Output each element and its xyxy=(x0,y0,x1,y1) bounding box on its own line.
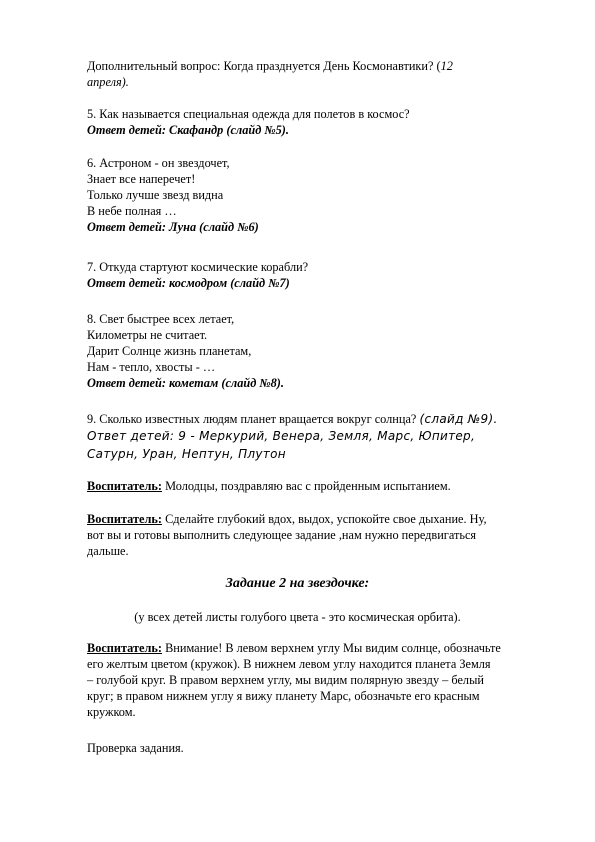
question-9 xyxy=(87,411,527,462)
question-9-slide: (слайд №9). xyxy=(419,412,498,426)
question-7 xyxy=(87,259,527,291)
question-9-answer-line-2: Сатурн, Уран, Нептун, Плутон xyxy=(87,447,286,461)
task-2-heading: Задание 2 на звездочке: xyxy=(225,576,370,591)
question-8 xyxy=(87,311,527,391)
teacher-remark-3-line-4: круг; в правом нижнем углу я вижу планету Марс, обозначьте его красным xyxy=(87,689,480,703)
question-6-line-2: Знает все наперечет! xyxy=(87,172,196,186)
teacher-remark-2-line-2: вот вы и готовы выполнить следующее задание ,нам нужно передвигаться xyxy=(87,528,477,542)
question-6-line-4: В небе полная … xyxy=(87,204,177,218)
teacher-remark-3-line-3: – голубой круг. В правом верхнем углу, мы видим полярную звезду – белый xyxy=(87,673,484,687)
question-9-text: 9. Сколько известных людям планет вращается вокруг солнца? xyxy=(87,412,417,426)
question-6 xyxy=(87,155,527,235)
question-7-answer: Ответ детей: космодром (слайд №7) xyxy=(87,276,290,290)
task-check: Проверка задания. xyxy=(87,741,184,755)
teacher-remark-3-line-2: его желтым цветом (кружок). В нижнем левом углу находится планета Земля xyxy=(87,657,491,671)
question-5-answer: Ответ детей: Скафандр (слайд №5). xyxy=(87,123,289,137)
question-6-line-1: 6. Астроном - он звездочет, xyxy=(87,156,230,170)
question-8-line-1: 8. Свет быстрее всех летает, xyxy=(87,312,235,326)
extra-question xyxy=(87,58,527,90)
teacher-remark-3-line-1: Внимание! В левом верхнем углу Мы видим солнце, обозначьте xyxy=(162,641,501,655)
question-6-answer: Ответ детей: Луна (слайд №6) xyxy=(87,220,259,234)
question-6-line-3: Только лучше звезд видна xyxy=(87,188,224,202)
teacher-remark-3-line-5: кружком. xyxy=(87,705,136,719)
teacher-label-1: Воспитатель: xyxy=(87,479,162,493)
extra-question-answer-1: 12 xyxy=(440,59,453,73)
teacher-remark-1 xyxy=(87,478,527,494)
question-7-text: 7. Откуда стартуют космические корабли? xyxy=(87,260,309,274)
teacher-label-2: Воспитатель: xyxy=(87,512,162,526)
question-9-answer-line-1: Ответ детей: 9 - Меркурий, Венера, Земля, Марс, Юпитер, xyxy=(87,429,476,443)
question-8-answer: Ответ детей: кометам (слайд №8). xyxy=(87,376,284,390)
question-5-text: 5. Как называется специальная одежда для полетов в космос? xyxy=(87,107,410,121)
task-2-note: (у всех детей листы голубого цвета - это космическая орбита). xyxy=(134,610,461,624)
teacher-remark-3 xyxy=(87,640,527,720)
teacher-label-3: Воспитатель: xyxy=(87,641,162,655)
extra-question-text: Дополнительный вопрос: Когда празднуется День Космонавтики? ( xyxy=(87,59,441,73)
question-8-line-3: Дарит Солнце жизнь планетам, xyxy=(87,344,252,358)
question-8-line-4: Нам - тепло, хвосты - … xyxy=(87,360,216,374)
extra-question-answer-2: апреля). xyxy=(87,75,129,89)
question-8-line-2: Километры не считает. xyxy=(87,328,208,342)
teacher-remark-2 xyxy=(87,511,527,559)
teacher-remark-1-text: Молодцы, поздравляю вас с пройденным испытанием. xyxy=(162,479,451,493)
teacher-remark-2-line-1: Сделайте глубокий вдох, выдох, успокойте свое дыхание. Ну, xyxy=(162,512,487,526)
question-5 xyxy=(87,106,527,138)
teacher-remark-2-line-3: дальше. xyxy=(87,544,129,558)
